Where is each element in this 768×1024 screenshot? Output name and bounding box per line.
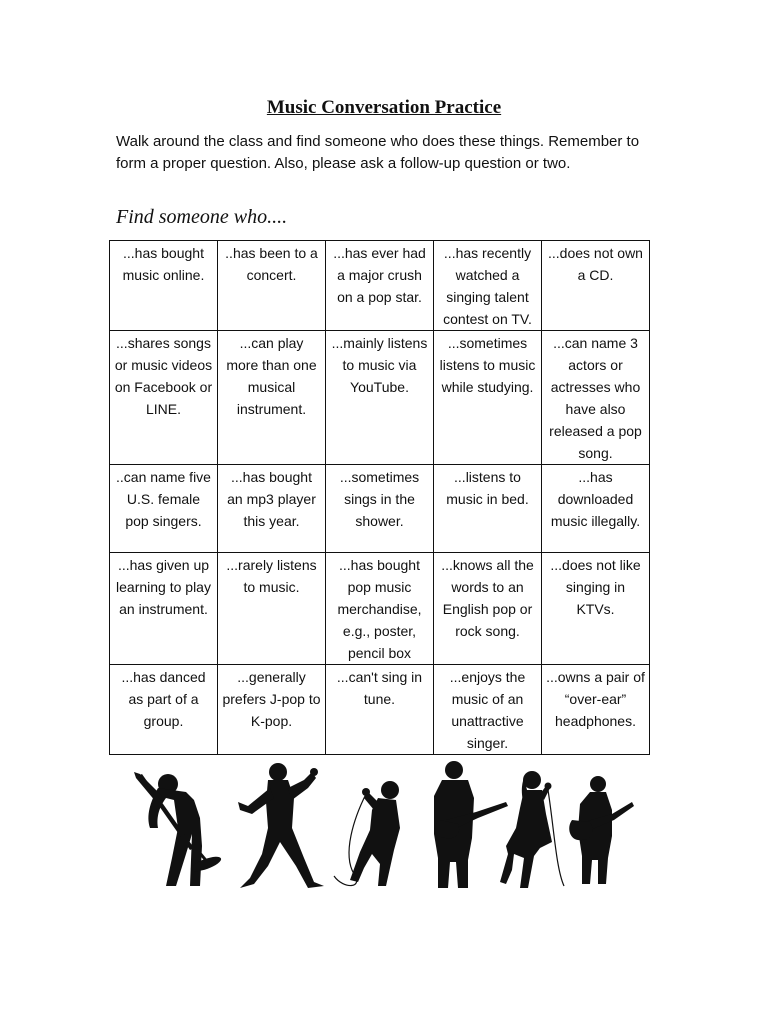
grid-cell: ...sometimes listens to music while studying. [434,331,542,465]
worksheet-title: Music Conversation Practice [266,97,502,118]
musician-silhouettes [128,758,640,898]
rock-singer-with-mic-stand-icon [134,772,223,886]
grid-cell: ...enjoys the music of an unattractive singer. [434,665,542,755]
grid-row [110,553,650,665]
grid-cell: ...has recently watched a singing talent contest on TV. [434,241,542,331]
grid-row [110,331,650,465]
grid-cell: ...can name 3 actors or actresses who have also released a pop song. [542,331,650,465]
grid-cell: ...sometimes sings in the shower. [326,465,434,553]
grid-cell: ...does not own a CD. [542,241,650,331]
grid-cell: ...has given up learning to play an instrument. [110,553,218,665]
instructions: Walk around the class and find someone who does these things. Remember to form a proper question. Also, please ask a follow-up question or two. [116,133,640,172]
grid-cell: ...does not like singing in KTVs. [542,553,650,665]
crouching-singer-icon [334,781,400,886]
grid-cell: ...listens to music in bed. [434,465,542,553]
guitarist-icon [434,761,508,888]
grid-cell: ...has danced as part of a group. [110,665,218,755]
grid-cell: ...generally prefers J-pop to K-pop. [218,665,326,755]
dancing-singer-icon [238,763,324,888]
grid-cell: ...rarely listens to music. [218,553,326,665]
grid-cell: ...has bought music online. [110,241,218,331]
grid-cell: ...has bought pop music merchandise, e.g., poster, pencil box [326,553,434,665]
grid-row [110,241,650,331]
grid-row [110,465,650,553]
grid-cell: ...has ever had a major crush on a pop star. [326,241,434,331]
grid-cell: ..can name five U.S. female pop singers. [110,465,218,553]
grid-cell: ...has bought an mp3 player this year. [218,465,326,553]
grid-cell: ..has been to a concert. [218,241,326,331]
young-guitarist-icon [569,776,634,884]
bingo-grid [109,240,650,755]
grid-cell: ...can't sing in tune. [326,665,434,755]
grid-cell: ...owns a pair of “over-ear” headphones. [542,665,650,755]
grid-cell: ...can play more than one musical instrument. [218,331,326,465]
grid-cell: ...has downloaded music illegally. [542,465,650,553]
grid-cell: ...knows all the words to an English pop or rock song. [434,553,542,665]
grid-row [110,665,650,755]
grid-cell: ...shares songs or music videos on Facebook or LINE. [110,331,218,465]
find-someone-heading: Find someone who.... [116,206,288,228]
female-singer-icon [500,771,564,888]
grid-cell: ...mainly listens to music via YouTube. [326,331,434,465]
